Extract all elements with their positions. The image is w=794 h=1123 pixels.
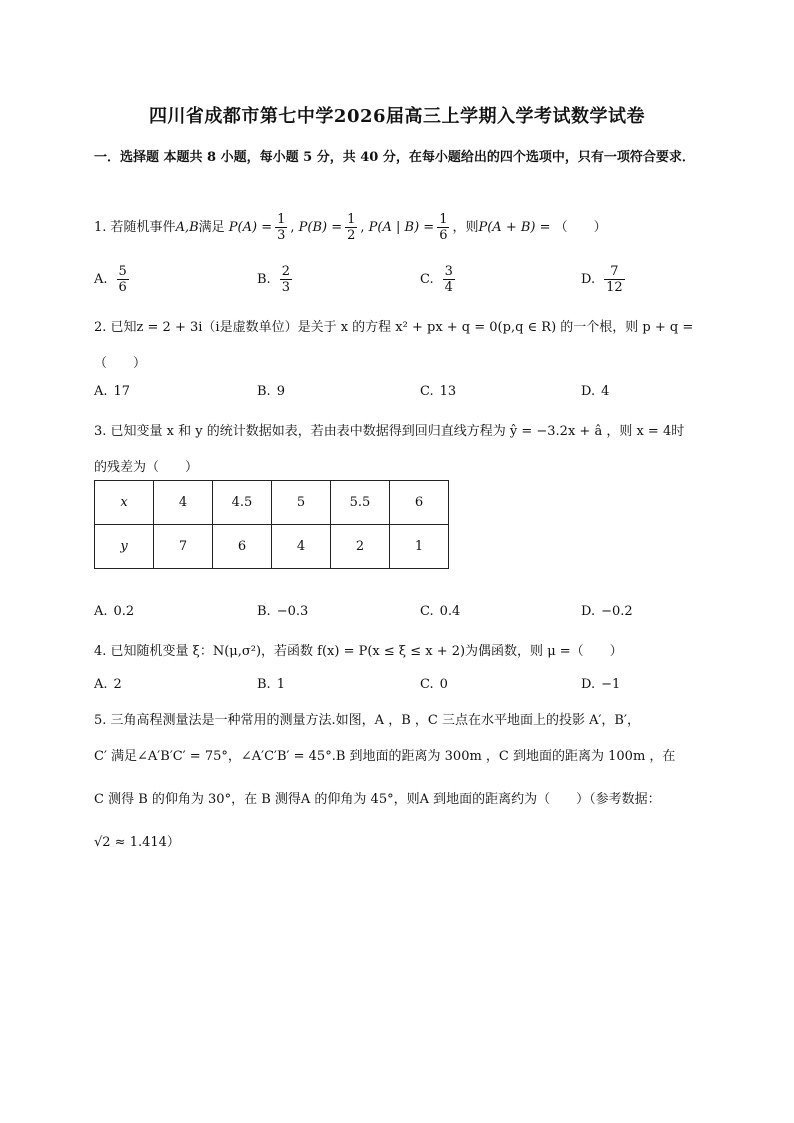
question-text: 已知变量 x 和 y 的统计数据如表，若由表中数据得到回归直线方程为 ŷ = −3.2x + â ，则 x = 4时 xyxy=(110,424,685,439)
question-2 xyxy=(94,316,693,335)
question-text: 满足 xyxy=(198,220,225,235)
table-cell: 2 xyxy=(331,525,390,569)
question-3 xyxy=(94,420,684,439)
option-b: B. 1 xyxy=(257,677,285,692)
question-number: 3. xyxy=(94,424,107,439)
fraction: $\frac{1}{2}$ xyxy=(347,212,356,243)
fraction: $\frac{1}{3}$ xyxy=(277,212,286,243)
fraction: $\frac{1}{6}$ xyxy=(439,212,448,243)
option-d: D. −1 xyxy=(581,677,621,692)
option-a: A. 2 xyxy=(94,677,122,692)
option-a: A. 17 xyxy=(94,384,131,399)
question-text: 已知随机变量 ξ：N(μ,σ²)，若函数 f(x) = P(x ≤ ξ ≤ x + 2)为偶函数，则 μ =（ ） xyxy=(110,644,623,659)
question-1: 1. 若随机事件A,B满足 P(A) = $\frac{1}{3}$ , P(B) = $\frac{1}{2}$ , P(A | B) = $\frac{1}{6}$ ，则P(A + B) = （ ） xyxy=(94,212,607,243)
option-c: C. 13 xyxy=(420,384,457,399)
probability-a: P(A) = xyxy=(228,220,273,235)
table-cell: 7 xyxy=(154,525,213,569)
question-number: 5. xyxy=(94,713,107,728)
probability-union: P(A + B) = xyxy=(478,220,551,235)
question-5-line-4: √2 ≈ 1.414） xyxy=(94,835,180,850)
fraction: $\frac{2}{3}$ xyxy=(281,264,290,295)
question-text: ，则 xyxy=(452,220,479,235)
table-cell: 4 xyxy=(272,525,331,569)
option-b: B. $\frac{2}{3}$ xyxy=(257,264,290,295)
table-cell: 5.5 xyxy=(331,481,390,525)
probability-a-given-b: P(A | B) = xyxy=(368,220,435,235)
option-d: D. −0.2 xyxy=(581,604,633,619)
option-a: A. $\frac{5}{6}$ xyxy=(94,264,127,295)
answer-paren: （ ） xyxy=(554,220,607,235)
option-d: D. $\frac{7}{12}$ xyxy=(581,264,623,295)
table-cell: 1 xyxy=(390,525,449,569)
option-c: C. $\frac{3}{4}$ xyxy=(420,264,453,295)
question-text: 三角高程测量法是一种常用的测量方法.如图，A ，B ，C 三点在水平地面上的投影 A′，B′， xyxy=(110,713,640,728)
option-c: C. 0 xyxy=(420,677,448,692)
probability-b: P(B) = xyxy=(298,220,343,235)
option-d: D. 4 xyxy=(581,384,610,399)
question-4 xyxy=(94,640,623,659)
fraction: $\frac{5}{6}$ xyxy=(118,264,127,295)
question-2-line-2: （ ） xyxy=(94,356,147,371)
question-text: 若随机事件 xyxy=(110,220,176,235)
option-b: B. 9 xyxy=(257,384,285,399)
table-row xyxy=(95,481,449,525)
events-symbol: A,B xyxy=(175,220,199,235)
table-cell: 4 xyxy=(154,481,213,525)
question-number: 2. xyxy=(94,320,107,335)
question-3-line-2: 的残差为（ ） xyxy=(94,460,199,475)
question-5-line-3: C 测得 B 的仰角为 30°，在 B 测得A 的仰角为 45°，则A 到地面的距离约为（ ）（参考数据： xyxy=(94,792,661,807)
option-c: C. 0.4 xyxy=(420,604,461,619)
table-row xyxy=(95,525,449,569)
table-header-cell: x xyxy=(95,481,154,525)
question-text: 已知z = 2 + 3i（i是虚数单位）是关于 x 的方程 x² + px + q = 0(p,q ∈ R) 的一个根，则 p + q = xyxy=(110,320,694,335)
table-header-cell: y xyxy=(95,525,154,569)
exam-title: 四川省成都市第七中学2026届高三上学期入学考试数学试卷 xyxy=(148,106,646,127)
table-cell: 6 xyxy=(213,525,272,569)
table-cell: 6 xyxy=(390,481,449,525)
data-table xyxy=(94,480,449,569)
option-b: B. −0.3 xyxy=(257,604,309,619)
question-number: 1. xyxy=(94,220,107,235)
section-heading: 一．选择题 本题共 8 小题，每小题 5 分，共 40 分，在每小题给出的四个选项中，只有一项符合要求． xyxy=(94,150,695,165)
question-5-line-2: C′ 满足∠A′B′C′ = 75°，∠A′C′B′ = 45°.B 到地面的距离为 300m ，C 到地面的距离为 100m ，在 xyxy=(94,749,676,764)
fraction: $\frac{7}{12}$ xyxy=(606,264,623,295)
fraction: $\frac{3}{4}$ xyxy=(444,264,453,295)
question-5 xyxy=(94,709,640,728)
table-cell: 4.5 xyxy=(213,481,272,525)
question-number: 4. xyxy=(94,644,107,659)
table-cell: 5 xyxy=(272,481,331,525)
option-a: A. 0.2 xyxy=(94,604,135,619)
